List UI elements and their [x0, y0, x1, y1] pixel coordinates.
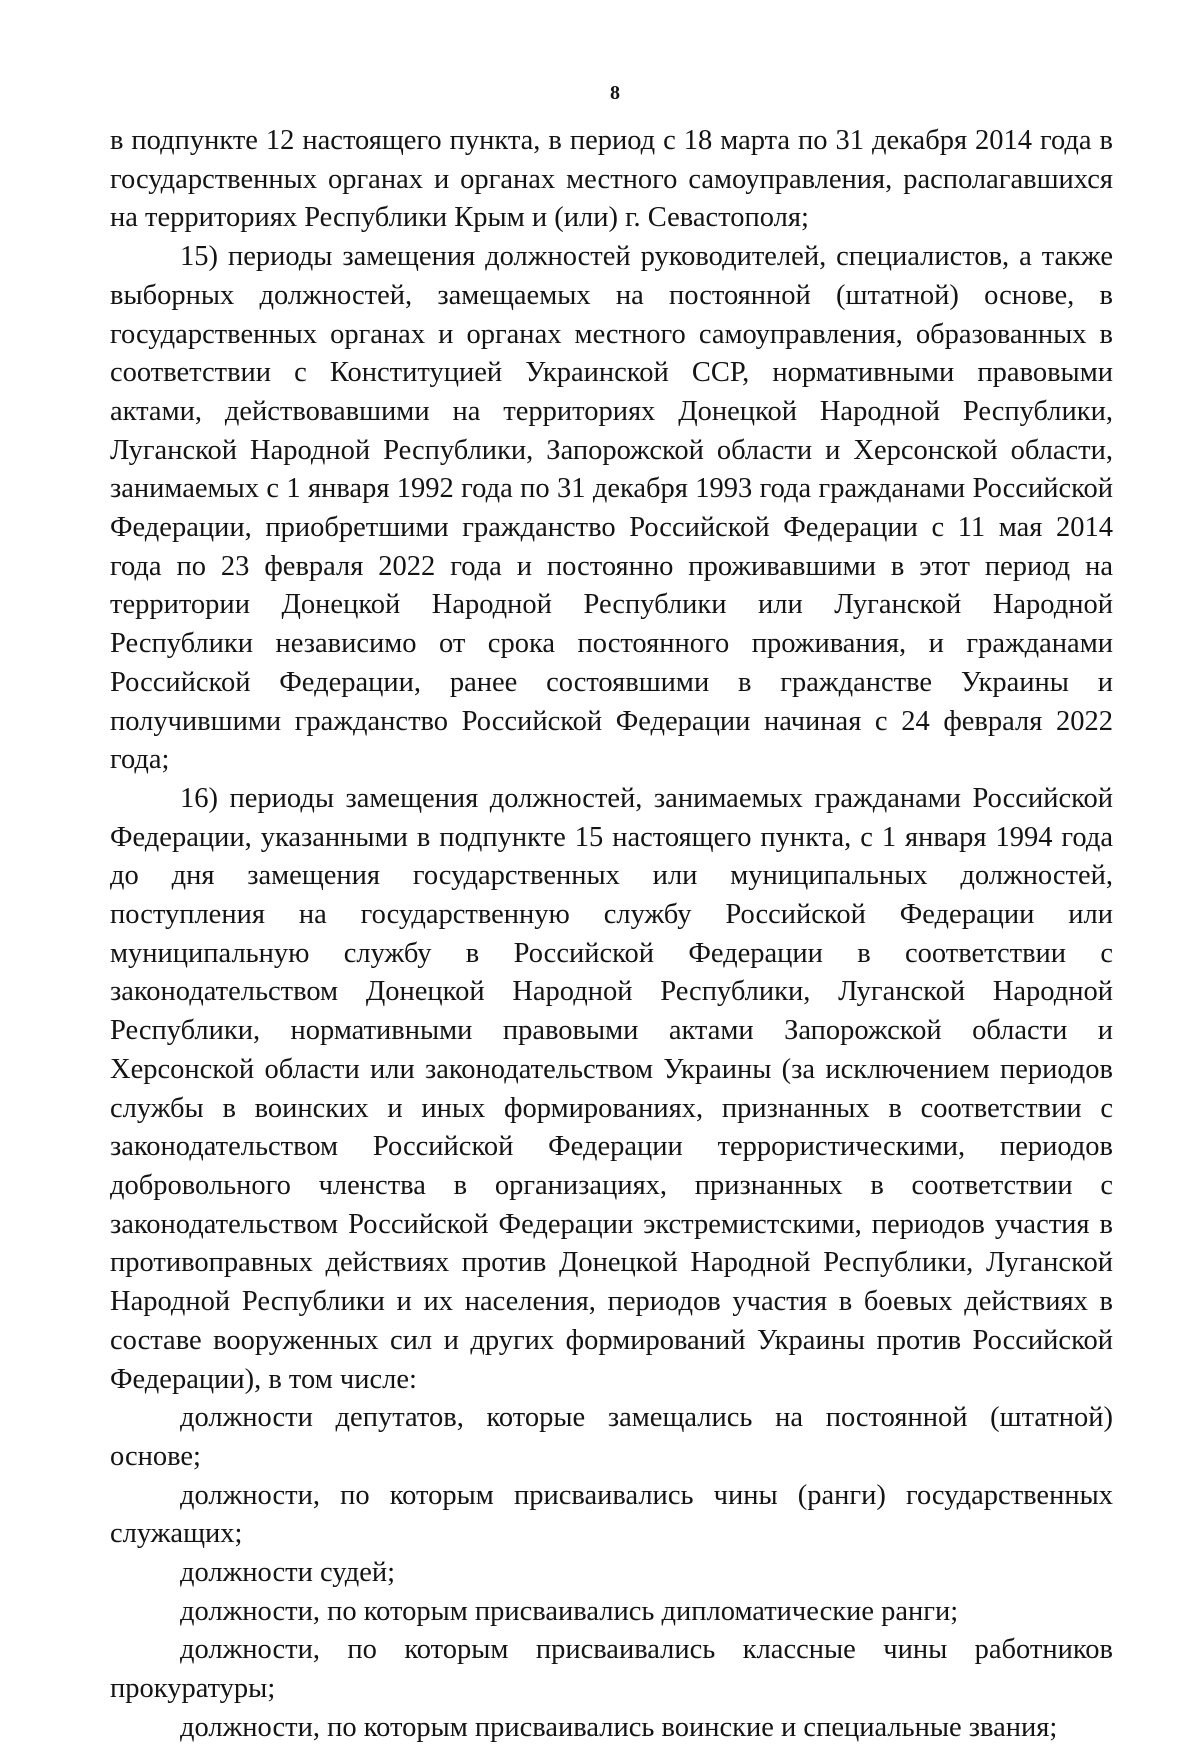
list-item-diplomatic-ranks: должности, по которым присваивались дипломатические ранги;	[180, 1595, 959, 1627]
paragraph-subpoint-16: 16) периоды замещения должностей, занимаемых гражданами Российской Федерации, указанными в подпункте 15 настоящего пункта, с 1 января 1994 года до дня замещения государственных или муниципальных должностей, поступления на государственную службу Российской Федерации или муниципальную службу в Российской Федерации в соответствии с законодательством Донецкой Народной Республики, Луганской Народной Республики, нормативными правовыми актами Запорожской области и Херсонской области или законодательством Украины (за исключением периодов службы в воинских и иных формированиях, признанных в соответствии с законодательством Российской Федерации террористическими, периодов добровольного членства в организациях, признанных в соответствии с законодательством Российской Федерации экстремистскими, периодов участия в противоправных действиях против Донецкой Народной Республики, Луганской Народной Республики и их населения, периодов участия в боевых действиях в составе вооруженных сил и других формирований Украины против Российской Федерации), в том числе:	[110, 782, 1113, 1395]
paragraph-subpoint-15: 15) периоды замещения должностей руководителей, специалистов, а также выборных должностей, замещаемых на постоянной (штатной) основе, в государственных органах и органах местного самоуправления, образованных в соответствии с Конституцией Украинской ССР, нормативными правовыми актами, действовавшими на территориях Донецкой Народной Республики, Луганской Народной Республики, Запорожской области и Херсонской области, занимаемых с 1 января 1992 года по 31 декабря 1993 года гражданами Российской Федерации, приобретшими гражданство Российской Федерации с 11 мая 2014 года по 23 февраля 2022 года и постоянно проживавшими в этот период на территории Донецкой Народной Республики или Луганской Народной Республики независимо от срока постоянного проживания, и гражданами Российской Федерации, ранее состоявшими в гражданстве Украины и получившими гражданство Российской Федерации начиная с 24 февраля 2022 года;	[110, 241, 1113, 776]
list-item-military-ranks: должности, по которым присваивались воинские и специальные звания;	[180, 1711, 1058, 1743]
list-item-judges: должности судей;	[180, 1557, 396, 1589]
list-item-deputies: должности депутатов, которые замещались на постоянной (штатной) основе;	[110, 1402, 1113, 1472]
list-item-prosecutor-ranks: должности, по которым присваивались классные чины работников прокуратуры;	[110, 1634, 1113, 1705]
list-item-civil-servant-ranks: должности, по которым присваивались чины (ранги) государственных служащих;	[110, 1479, 1113, 1550]
page-number: 8	[610, 82, 620, 104]
paragraph-subpoint-14-continuation: в подпункте 12 настоящего пункта, в период с 18 марта по 31 декабря 2014 года в государственных органах и органах местного самоуправления, располагавшихся на территориях Республики Крым и (или) г. Севастополя;	[110, 125, 1113, 234]
document-body	[110, 122, 1113, 1748]
